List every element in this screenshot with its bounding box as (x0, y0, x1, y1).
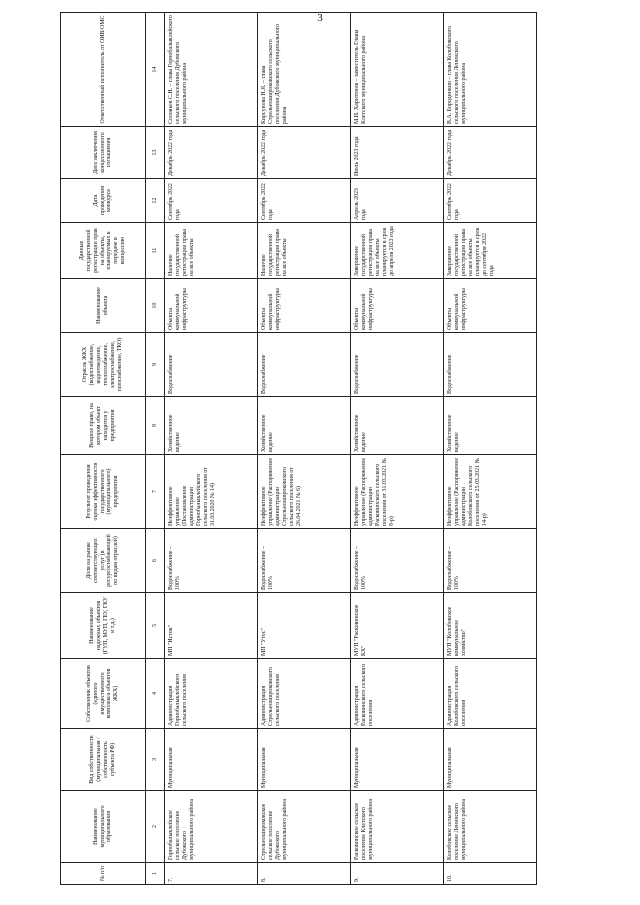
column-number: 14 (146, 13, 165, 127)
column-number: 10 (146, 279, 165, 333)
table-row (351, 13, 444, 885)
table-cell: Неэффективное управление (Распоряжение администрации Стрельношироковского сельского поселения от 26.04.2021 № 6) (258, 455, 351, 529)
column-number: 5 (146, 593, 165, 659)
column-number: 4 (146, 659, 165, 729)
table-cell: Объекты коммунальной инфраструктуры (444, 279, 537, 333)
table-cell: Объекты коммунальной инфраструктуры (351, 279, 444, 333)
table-cell: Администрация Стрельношироковского сельского поселения (258, 659, 351, 729)
col-header: Наименование объекта (61, 279, 146, 333)
table-cell: Хозяйственное ведение (258, 397, 351, 455)
col-header: Результат проведения оценки эффективности государственного (муниципального) предприятия (61, 455, 146, 529)
table-cell: Администрация Расковинского сельского поселения (351, 659, 444, 729)
table-cell: Колобовское сельское поселение Ленинского муниципального района (444, 791, 537, 863)
table-cell: Декабрь 2022 года (444, 127, 537, 179)
table-cell: Водоснабжение – 100% (258, 529, 351, 593)
table-cell: Водоснабжение (351, 333, 444, 397)
table-cell: Завершение государственной регистрации права на все объекты планируется в срок до апреля 2023 года (351, 223, 444, 279)
table-cell: Администрация Горнобалыклейского сельского поселения (165, 659, 258, 729)
table-cell: Муниципальная (165, 729, 258, 791)
column-number: 13 (146, 127, 165, 179)
table-cell: М.И. Харитонов – заместитель Главы Клетского муниципального района (351, 13, 444, 127)
table-cell: Водоснабжение – 100% (351, 529, 444, 593)
table-cell: Завершение государственной регистрации права на все объекты планируется в срок до сентября 2022 года (444, 223, 537, 279)
table-cell: 9. (351, 863, 444, 885)
rotated-table-container (60, 13, 625, 885)
table-cell: Неэффективное управление (Постановление администрации Горнобалыклейского сельского поселения от 31.03.2020 № 14) (165, 455, 258, 529)
col-header: Вещное право, на котором объект находится у предприятия (61, 397, 146, 455)
column-number-row (146, 13, 165, 885)
col-header: № п/п (61, 863, 146, 885)
table-cell: Декабрь 2022 года (165, 127, 258, 179)
table-row (258, 13, 351, 885)
table-row (444, 13, 537, 885)
table-cell: Водоснабжение – 100% (444, 529, 537, 593)
table-cell: Апрель 2023 года (351, 179, 444, 223)
table-cell: Стрельношироковское сельское поселение Дубовского муниципального района (258, 791, 351, 863)
column-number: 3 (146, 729, 165, 791)
col-header: Отрасль ЖКХ (водоснабжение, водоотведение, теплоснабжение, электроснабжение, газоснабжение, ТКО) (61, 333, 146, 397)
table-row (165, 13, 258, 885)
table-cell: Декабрь 2022 года (258, 127, 351, 179)
header-row (61, 13, 146, 885)
page-number: 3 (317, 12, 323, 24)
column-number: 12 (146, 179, 165, 223)
table-cell: Сентябрь 2022 года (444, 179, 537, 223)
table-cell: Хозяйственное ведение (351, 397, 444, 455)
column-number: 7 (146, 455, 165, 529)
column-number: 11 (146, 223, 165, 279)
table-cell: Водоснабжение (165, 333, 258, 397)
column-number: 6 (146, 529, 165, 593)
column-number: 8 (146, 397, 165, 455)
col-header: Собственник объектов (единого имущественного комплекса объектов ЖКХ) (61, 659, 146, 729)
column-number: 2 (146, 791, 165, 863)
column-number: 1 (146, 863, 165, 885)
col-header: Доля на рынке соответствующих услуг (в ресурсоснабжающей по видам отраслей) (61, 529, 146, 593)
col-header: Вид собственности (муниципальная /собственность субъекта РФ) (61, 729, 146, 791)
table-cell: Июль 2023 года (351, 127, 444, 179)
table-cell: Объекты коммунальной инфраструктуры (258, 279, 351, 333)
table-cell: Муниципальная (444, 729, 537, 791)
table-cell: Неэффективное управление (Распоряжение администрации Колобовского сельского поселения от 25.03.2021 № 14-р) (444, 455, 537, 529)
col-header: Наименование надежных объектов (ГУП, МУП, ГБУ, ГКУ и т.д.) (61, 593, 146, 659)
table-cell: МП "Утес" (258, 593, 351, 659)
table-cell: Водоснабжение – 100% (165, 529, 258, 593)
table-cell: Муниципальная (258, 729, 351, 791)
table-cell: В.А. Бородинкин – глава Колобовского сельского поселения Ленинского муниципального района (444, 13, 537, 127)
table-cell: Администрация Колобовского сельского поселения (444, 659, 537, 729)
col-header: Дата проведения конкурса (61, 179, 146, 223)
table-cell: Хозяйственное ведение (165, 397, 258, 455)
table-cell: 7. (165, 863, 258, 885)
table-cell: 8. (258, 863, 351, 885)
concession-objects-table (60, 12, 537, 885)
table-cell: Наличие государственной регистрации права на все объекты (165, 223, 258, 279)
table-cell: МУП "Расковинское КХ" (351, 593, 444, 659)
table-cell: Неэффективное управление (Распоряжение администрации Расковинского сельского поселения от 31.03.2021 № 8-р) (351, 455, 444, 529)
table-cell: Сентябрь 2022 года (258, 179, 351, 223)
col-header: Данные государственной регистрации прав на объекты, планируемых к передаче в концессию (61, 223, 146, 279)
table-cell: Объекты коммунальной инфраструктуры (165, 279, 258, 333)
col-header: Наименование муниципального образования (61, 791, 146, 863)
table-cell: Муниципальная (351, 729, 444, 791)
table-cell: Водоснабжение (258, 333, 351, 397)
table-cell: Горнобалыклейское сельское поселение Дубовского муниципального района (165, 791, 258, 863)
table-cell: Хозяйственное ведение (444, 397, 537, 455)
table-cell: Расковинское сельское поселение Клетского муниципального района (351, 791, 444, 863)
table-cell: МП "Исток" (165, 593, 258, 659)
table-cell: Наличие государственной регистрации права на все объекты (258, 223, 351, 279)
table-cell: Водоснабжение (444, 333, 537, 397)
table-cell: МУП "Колобовское коммунальное хозяйство" (444, 593, 537, 659)
table-cell: Соловьев С.Н. – глава Горнобалыклейского сельского поселения Дубовского муниципального района (165, 13, 258, 127)
col-header: Ответственный исполнитель от ОИВ/ОМС (61, 13, 146, 127)
col-header: Дата заключения концессионного соглашения (61, 127, 146, 179)
column-number: 9 (146, 333, 165, 397)
table-cell: 10. (444, 863, 537, 885)
table-cell: Сентябрь 2022 года (165, 179, 258, 223)
table-cell: Кирсунова Н.Я. – глава Стрельношироковского сельского поселения Дубовского муниципального района (258, 13, 351, 127)
